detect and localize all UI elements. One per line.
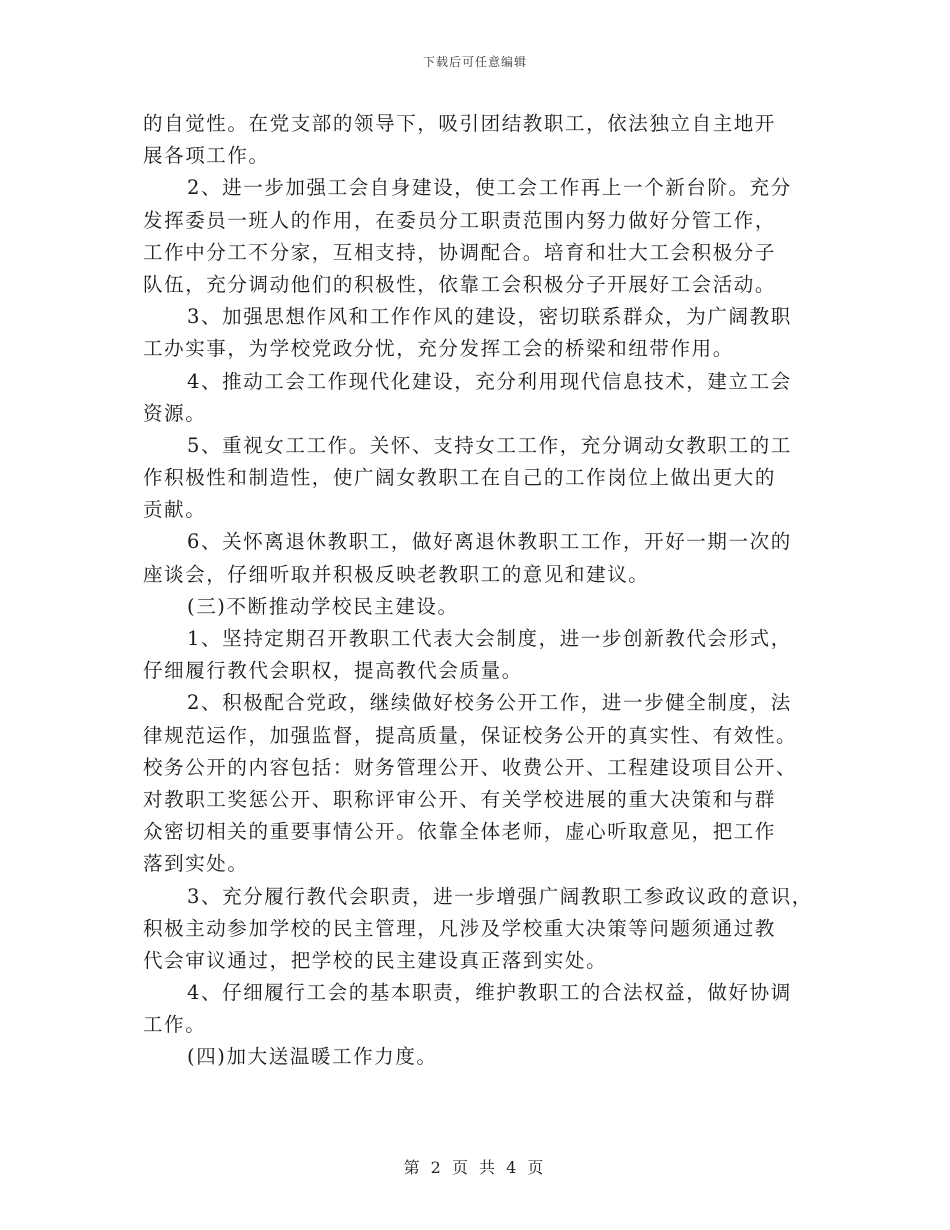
body-line: 6、关怀离退休教职工，做好离退休教职工工作，开好一期一次的: [187, 530, 792, 554]
body-line: 工作。: [143, 1013, 207, 1037]
body-line: 队伍，充分调动他们的积极性，依靠工会积极分子开展好工会活动。: [143, 272, 777, 296]
page-header: 下载后可任意编辑: [422, 55, 527, 69]
body-line: (四)加大送温暖工作力度。: [187, 1045, 438, 1069]
body-line: 1、坚持定期召开教职工代表大会制度，进一步创新教代会形式，: [187, 627, 792, 650]
body-line: 资源。: [143, 401, 207, 425]
body-line: 律规范运作，加强监督，提高质量，保证校务公开的真实性、有效性。: [143, 723, 798, 747]
body-line: 2、进一步加强工会自身建设，使工会工作再上一个新台阶。充分: [187, 176, 792, 200]
body-line: 4、推动工会工作现代化建设，充分利用现代信息技术，建立工会: [187, 369, 792, 393]
body-line: 作积极性和制造性，使广阔女教职工在自己的工作岗位上做出更大的: [143, 466, 777, 490]
body-line: 4、仔细履行工会的基本职责，维护教职工的合法权益，做好协调: [187, 981, 792, 1005]
document-body: [143, 108, 813, 1074]
body-line: 仔细履行教代会职权，提高教代会质量。: [143, 659, 523, 683]
body-line: 对教职工奖惩公开、职称评审公开、有关学校进展的重大决策和与群: [143, 787, 777, 811]
body-line: 工作中分工不分家，互相支持，协调配合。培育和壮大工会积极分子: [143, 240, 777, 264]
body-line: 发挥委员一班人的作用，在委员分工职责范围内努力做好分管工作，: [143, 208, 777, 232]
body-line: 3、加强思想作风和工作作风的建设，密切联系群众，为广阔教职: [187, 305, 792, 329]
body-line: 贡献。: [143, 498, 207, 522]
body-line: 积极主动参加学校的民主管理，凡涉及学校重大决策等问题须通过教: [143, 916, 777, 940]
body-line: 2、积极配合党政，继续做好校务公开工作，进一步健全制度，法: [187, 691, 792, 715]
body-line: 代会审议通过，把学校的民主建设真正落到实处。: [143, 948, 608, 972]
body-line: 的自觉性。在党支部的领导下，吸引团结教职工，依法独立自主地开: [143, 112, 777, 135]
body-line: 5、重视女工工作。关怀、支持女工工作，充分调动女教职工的工: [187, 433, 792, 457]
body-line: 展各项工作。: [143, 144, 270, 168]
body-line: 工办实事，为学校党政分忧，充分发挥工会的桥梁和纽带作用。: [143, 337, 734, 361]
page-footer: 第 2 页 共 4 页: [403, 1158, 547, 1177]
body-line: (三)不断推动学校民主建设。: [187, 594, 459, 618]
body-line: 众密切相关的重要事情公开。依靠全体老师，虚心听取意见，把工作: [143, 820, 777, 844]
body-line: 3、充分履行教代会职责，进一步增强广阔教职工参政议政的意识，: [187, 884, 813, 908]
body-line: 落到实处。: [143, 852, 249, 876]
body-line: 校务公开的内容包括：财务管理公开、收费公开、工程建设项目公开、: [143, 755, 798, 779]
body-line: 座谈会，仔细听取并积极反映老教职工的意见和建议。: [143, 562, 650, 586]
